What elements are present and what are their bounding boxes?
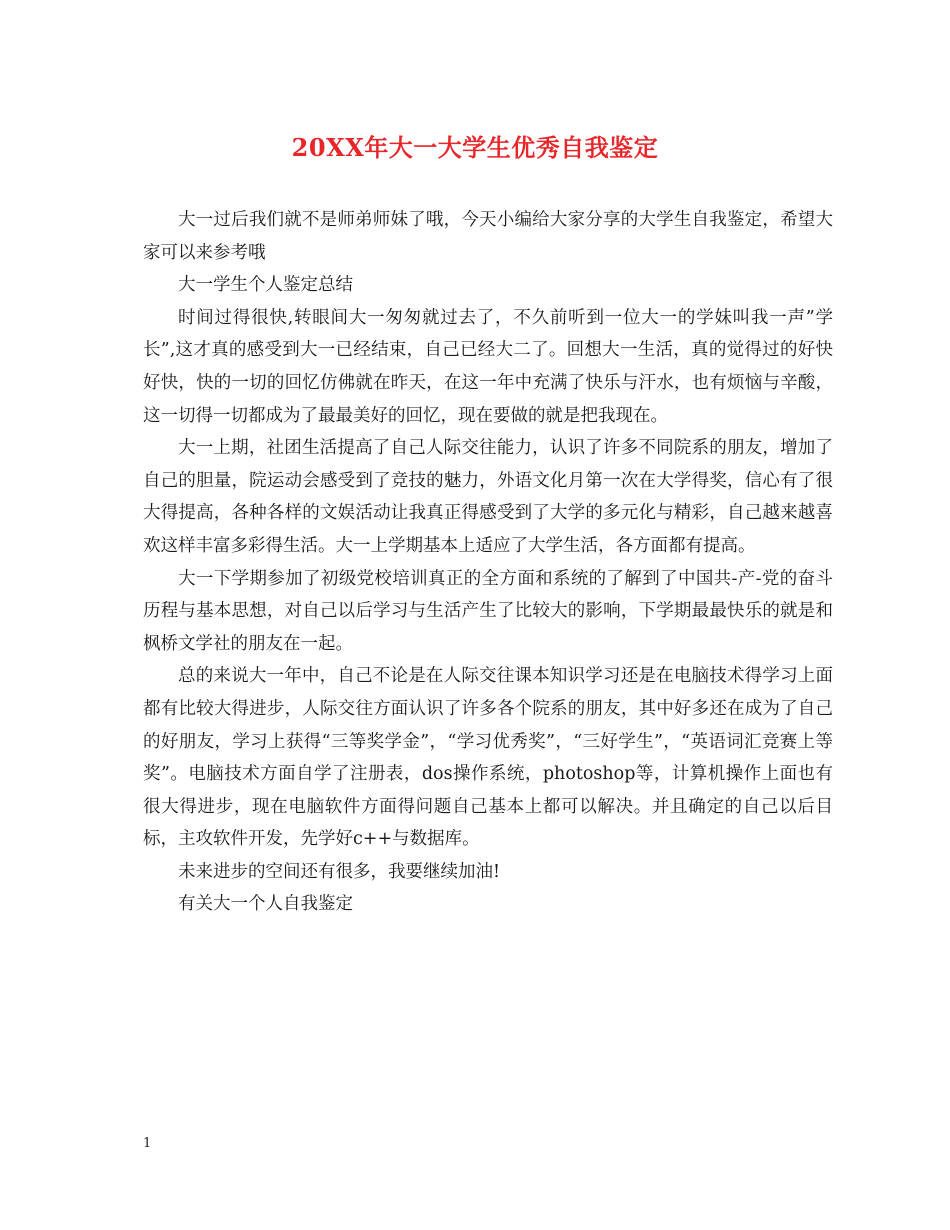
section-heading-summary: 大一学生个人鉴定总结 <box>178 275 353 296</box>
paragraph-overall: 总的来说大一年中，自己不论是在人际交往课本知识学习还是在电脑技术得学习上面都有比较大得进步，人际交往方面认识了许多各个院系的朋友，其中好多还在成为了自己的好朋友，学习上获得“三等奖学金”，“学习优秀奖”，“三好学生”，“英语词汇竞赛上等奖”。电脑技术方面自学了注册表，dos操作系统，photoshop等，计算机操作上面也有很大得进步，现在电脑软件方面得问题自己基本上都可以解决。并且确定的自己以后目标，主攻软件开发，先学好c++与数据库。 <box>143 666 833 850</box>
paragraph-intro: 大一过后我们就不是师弟师妹了哦，今天小编给大家分享的大学生自我鉴定，希望大家可以来参考哦 <box>143 210 833 263</box>
paragraph-future: 未来进步的空间还有很多，我要继续加油! <box>178 861 501 882</box>
paragraph-second-semester: 大一下学期参加了初级党校培训真正的全方面和系统的了解到了中国共-产-党的奋斗历程与基本思想，对自己以后学习与生活产生了比较大的影响，下学期最最快乐的就是和枫桥文学社的朋友在一起。 <box>143 568 833 654</box>
paragraph-time-flies: 时间过得很快,转眼间大一匆匆就过去了，不久前听到一位大一的学妹叫我一声”学长”,这才真的感受到大一已经结束，自己已经大二了。回想大一生活，真的觉得过的好快好快，快的一切的回忆仿佛就在昨天，在这一年中充满了快乐与汗水，也有烦恼与辛酸，这一切得一切都成为了最最美好的回忆，现在要做的就是把我现在。 <box>143 307 833 426</box>
page-number: 1 <box>143 1136 152 1151</box>
paragraph-first-semester: 大一上期，社团生活提高了自己人际交往能力，认识了许多不同院系的朋友，增加了自己的胆量，院运动会感受到了竞技的魅力，外语文化月第一次在大学得奖，信心有了很大得提高，各种各样的文娱活动让我真正得感受到了大学的多元化与精彩，自己越来越喜欢这样丰富多彩得生活。大一上学期基本上适应了大学生活，各方面都有提高。 <box>143 438 833 556</box>
document-title: 20XX年大一大学生优秀自我鉴定 <box>291 133 659 162</box>
section-heading-related: 有关大一个人自我鉴定 <box>178 894 353 915</box>
document-body <box>143 204 833 921</box>
